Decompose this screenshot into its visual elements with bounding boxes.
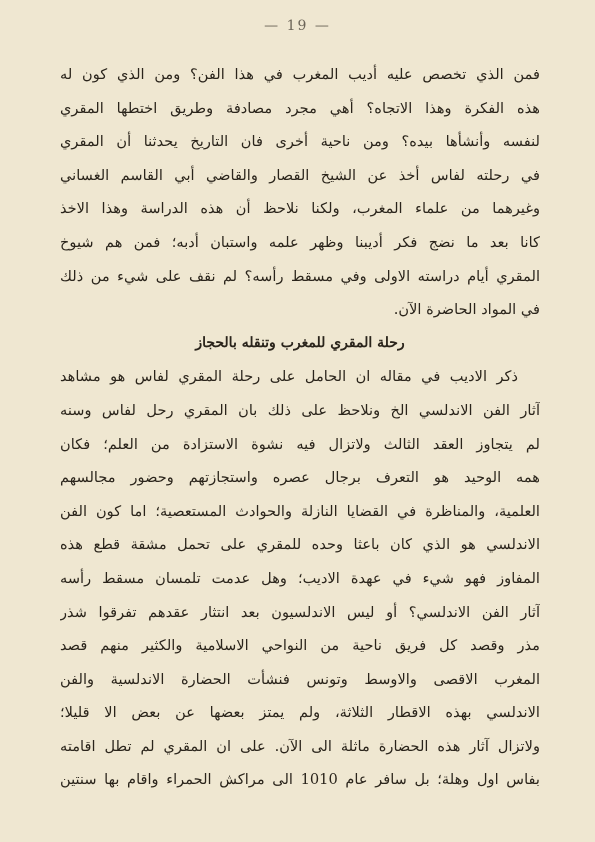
paragraph-2-line: ولاتزال آثار هذه الحضارة ماثلة الى الآن. على ان المقري لم تطل اقامته <box>60 737 540 755</box>
page-number: — 19 — <box>264 18 331 34</box>
paragraph-2-line: مذر وقصد كل فريق ناحية من النواحي الاسلامية والكثير منهم قصد <box>60 637 540 655</box>
paragraph-2-line: همه الوحيد هو التعرف برجال عصره واستجازتهم وحضور مجالسهم <box>60 469 540 487</box>
paragraph-2-line: آثار الفن الاندلسي الخ ونلاحظ على ذلك بان المقري رحل لفاس وسنه <box>60 401 540 419</box>
paragraph-1-line: في رحلته لفاس أخذ عن الشيخ القصار والقاضي أبي القاسم الغساني <box>60 166 540 184</box>
paragraph-1-line: المقري أيام دراسته الاولى وفي مسقط رأسه؟ لم نقف على شيء من ذلك <box>60 267 540 285</box>
paragraph-1-line: وغيرهما من علماء المغرب، ولكنا نلاحظ أن هذه الدراسة وهذا الاخذ <box>60 200 540 218</box>
paragraph-2-line: ذكر الاديب في مقاله ان الحامل على رحلة المقري لفاس هو مشاهد <box>60 368 518 386</box>
paragraph-1-line: في المواد الحاضرة الآن. <box>393 301 540 319</box>
paragraph-1-line: هذه الفكرة وهذا الاتجاه؟ أهي مجرد مصادفة وطريق اختطها المقري <box>60 99 540 117</box>
paragraph-1-line: لنفسه وأنشأها بيده؟ ومن ناحية أخرى فان التاريخ يحدثنا أن المقري <box>60 133 540 151</box>
paragraph-1-line: فمن الذي تخصص عليه أديب المغرب في هذا الفن؟ ومن الذي كون له <box>60 66 540 83</box>
paragraph-2-line: الاندلسي هو الذي كان باعثا وحده للمقري على تحمل مشقة قطع هذه <box>60 536 540 554</box>
paragraph-2-line: لم يتجاوز العقد الثالث ولاتزال فيه نشوة الاستزادة من العلم؛ فكان <box>60 435 540 453</box>
paragraph-1-line: كانا بعد ما نضج فكر أديبنا وظهر علمه واستبان أدبه؛ فمن هم شيوخ <box>60 233 540 251</box>
page-body <box>60 58 540 797</box>
section-heading: رحلة المقري للمغرب وتنقله بالحجاز <box>195 334 405 351</box>
paragraph-2-line: بفاس اول وهلة؛ بل سافر عام 1010 الى مراكش الحمراء واقام بها سنتين <box>60 771 540 789</box>
paragraph-2-line: آثار الفن الاندلسي؟ أو ليس الاندلسيون بعد انتثار عقدهم تفرقوا شذر <box>60 603 540 621</box>
paragraph-2-line: الاندلسي بهذه الاقطار الثلاثة، ولم يمتز بعضها عن بعض الا قليلا؛ <box>60 704 540 722</box>
paragraph-2-line: المغرب الاقصى والاوسط وتونس فنشأت الحضارة الاندلسية والفن <box>60 670 540 688</box>
paragraph-2-line: المفاوز فهو شيء في عهدة الاديب؛ وهل عدمت تلمسان مسقط رأسه <box>60 569 540 587</box>
paragraph-2-line: العلمية، والمناظرة في القضايا النازلة والحوادث المستعصية؛ اما كون الفن <box>60 502 540 520</box>
